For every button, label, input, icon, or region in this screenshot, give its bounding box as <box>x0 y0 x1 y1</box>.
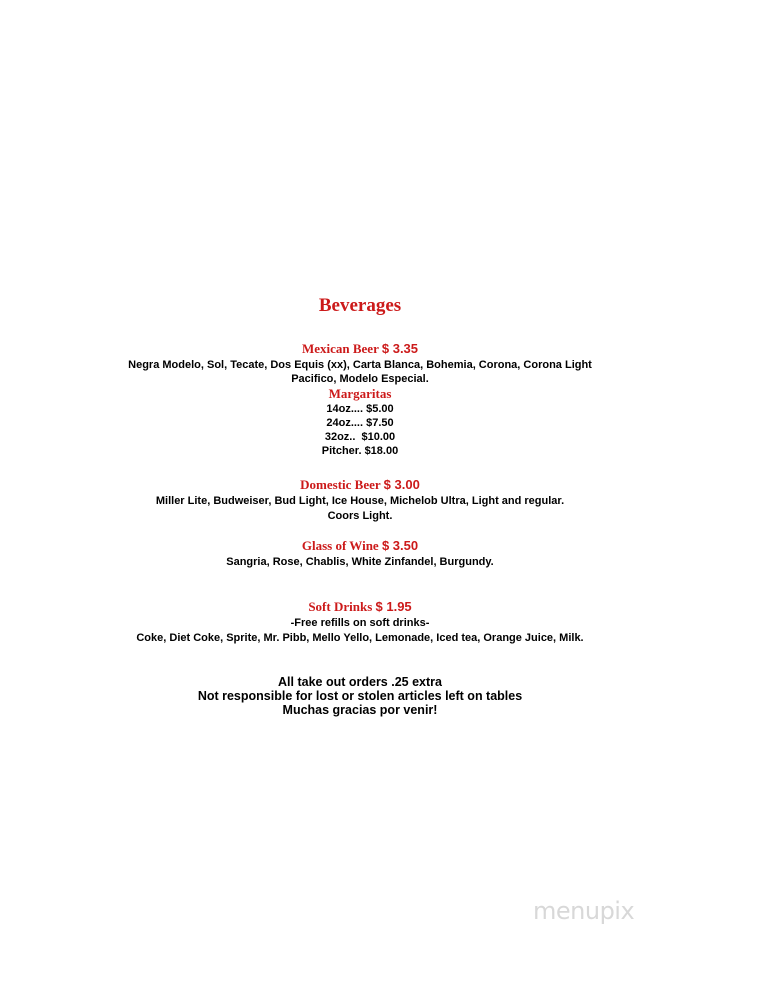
margaritas-line-4: Pitcher. $18.00 <box>321 445 399 457</box>
domestic-beer-price: $ 3.00 <box>383 477 420 492</box>
wine-heading <box>0 538 720 554</box>
margaritas-line-3: 32oz.. $10.00 <box>324 431 396 443</box>
footer-line-2: Not responsible for lost or stolen articles left on tables <box>197 689 523 703</box>
mexican-beer-heading <box>0 341 720 357</box>
domestic-beer-heading <box>0 477 720 493</box>
domestic-beer-line-2: Coors Light. <box>327 510 393 522</box>
mexican-beer-line-1: Negra Modelo, Sol, Tecate, Dos Equis (xx), Carta Blanca, Bohemia, Corona, Corona Light <box>128 359 592 371</box>
domestic-beer-line-1: Miller Lite, Budweiser, Bud Light, Ice House, Michelob Ultra, Light and regular. <box>155 495 565 507</box>
soft-drinks-price: $ 1.95 <box>375 599 412 614</box>
page-title: Beverages <box>318 295 402 316</box>
mexican-beer-line-2: Pacifico, Modelo Especial. <box>291 373 429 385</box>
soft-drinks-label: Soft Drinks <box>308 599 373 614</box>
mexican-beer-price: $ 3.35 <box>381 341 419 356</box>
footer-line-1: All take out orders .25 extra <box>278 675 442 689</box>
footer-line-3: Muchas gracias por venir! <box>282 703 438 717</box>
soft-drinks-line-2: Coke, Diet Coke, Sprite, Mr. Pibb, Mello Yello, Lemonade, Iced tea, Orange Juice, Milk. <box>136 632 584 644</box>
domestic-beer-label: Domestic Beer <box>300 477 381 492</box>
soft-drinks-line-1: -Free refills on soft drinks- <box>290 617 430 629</box>
margaritas-line-1: 14oz.... $5.00 <box>326 403 394 415</box>
soft-drinks-heading <box>0 599 720 615</box>
wine-price: $ 3.50 <box>381 538 419 553</box>
wine-label: Glass of Wine <box>301 538 379 553</box>
wine-line-1: Sangria, Rose, Chablis, White Zinfandel, Burgundy. <box>226 556 494 568</box>
menupix-watermark: menupix <box>533 897 635 925</box>
margaritas-line-2: 24oz.... $7.50 <box>326 417 394 429</box>
margaritas-heading: Margaritas <box>328 386 392 401</box>
mexican-beer-label: Mexican Beer <box>301 341 379 356</box>
